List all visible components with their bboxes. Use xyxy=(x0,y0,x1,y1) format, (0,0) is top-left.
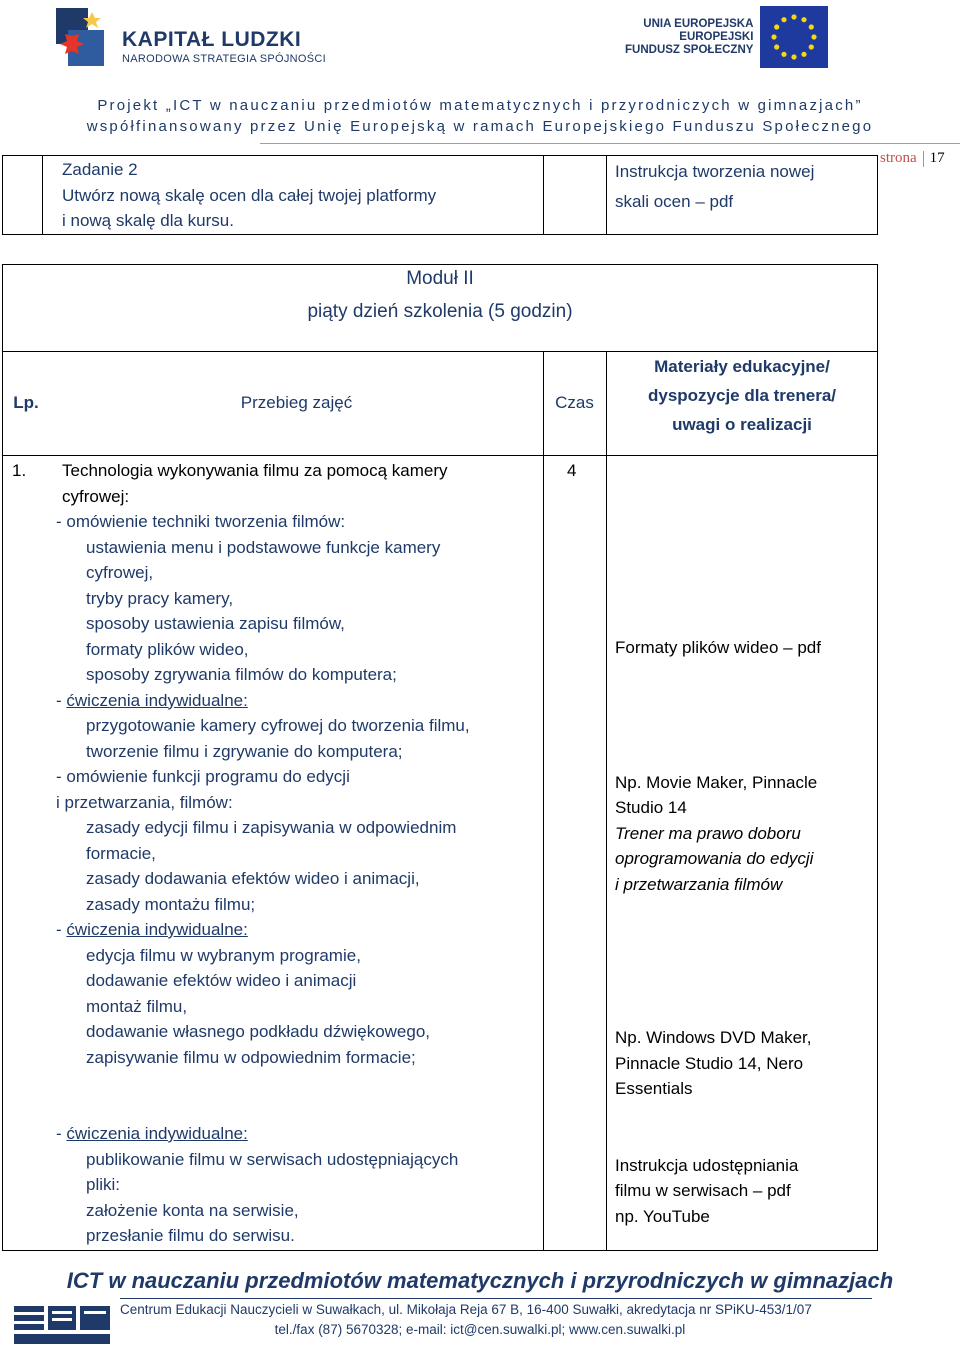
column-materialy-line: dyspozycje dla trenera/ xyxy=(647,386,837,405)
project-line-2: współfinansowany przez Unię Europejską w ramach Europejskiego Funduszu Społecznego xyxy=(86,118,874,135)
material-line: Essentials xyxy=(615,1079,693,1098)
material-line: filmu w serwisach – pdf xyxy=(615,1181,791,1200)
material-line: Pinnacle Studio 14, Nero xyxy=(615,1054,804,1073)
eu-star-icon xyxy=(774,44,779,49)
description-dash: - xyxy=(56,690,67,710)
eu-star-icon xyxy=(781,17,786,22)
eu-star-icon xyxy=(791,54,796,59)
description-line: zapisywanie filmu w odpowiednim formacie; xyxy=(86,1047,416,1067)
material-line: Np. Windows DVD Maker, xyxy=(615,1028,812,1047)
description-dash: - xyxy=(56,920,67,939)
description-line xyxy=(56,917,248,943)
col-divider-materialy xyxy=(606,351,607,1251)
eu-star-icon xyxy=(811,34,816,39)
page-number xyxy=(880,150,945,167)
module-subtitle: piąty dzień szkolenia (5 godzin) xyxy=(307,301,573,322)
footer-contact: tel./fax (87) 5670328; e-mail: ict@cen.suwalki.pl; www.cen.suwalki.pl xyxy=(274,1322,686,1337)
material-line: i przetwarzania filmów xyxy=(615,875,783,894)
eu-line-3: FUNDUSZ SPOŁECZNY xyxy=(625,44,754,56)
eu-star-icon xyxy=(809,44,814,49)
column-materialy xyxy=(606,351,878,439)
description-line: tworzenie filmu i zgrywanie do komputera; xyxy=(86,741,403,761)
description-line: formacie, xyxy=(86,843,156,863)
description-line: dodawanie efektów wideo i animacji xyxy=(86,971,357,990)
header-divider xyxy=(260,143,960,144)
description-line: - omówienie funkcji programu do edycji xyxy=(56,767,350,786)
description-line: zasady edycji filmu i zapisywania w odpowiednim xyxy=(86,818,457,837)
description-line: i przetwarzania, filmów: xyxy=(56,792,233,812)
description-line: założenie konta na serwisie, xyxy=(86,1200,299,1220)
description-dash: - xyxy=(56,1124,67,1143)
footer-divider xyxy=(120,1298,872,1299)
eu-star-icon xyxy=(781,52,786,57)
eu-line-1: UNIA EUROPEJSKA xyxy=(643,18,754,30)
column-materialy-line: Materiały edukacyjne/ xyxy=(654,357,830,376)
col-divider-czas xyxy=(543,351,544,1251)
description-line: przygotowanie kamery cyfrowej do tworzenia filmu, xyxy=(86,716,470,735)
description-line: ustawienia menu i podstawowe funkcje kamery xyxy=(86,537,441,557)
description-line: Technologia wykonywania filmu za pomocą kamery xyxy=(62,461,448,480)
description-line: przesłanie filmu do serwisu. xyxy=(86,1226,295,1245)
description-line: zasady montażu filmu; xyxy=(86,894,256,914)
task-table-divider-2 xyxy=(543,155,544,235)
task-table-divider-3 xyxy=(606,155,607,235)
description-line: - omówienie techniki tworzenia filmów: xyxy=(56,512,346,531)
kapital-ludzki-logo xyxy=(48,4,110,70)
page-number-value: 17 xyxy=(929,150,945,166)
description-underlined: ćwiczenia indywidualne: xyxy=(66,690,248,710)
eu-star-icon xyxy=(774,24,779,29)
material-line: np. YouTube xyxy=(615,1207,710,1226)
description-line: pliki: xyxy=(86,1175,121,1194)
description-line: sposoby zgrywania filmów do komputera; xyxy=(86,665,397,684)
material-line: Formaty plików wideo – pdf xyxy=(615,638,821,657)
description-line: formaty plików wideo, xyxy=(86,639,249,659)
page-label: strona xyxy=(880,150,917,166)
task-description xyxy=(62,157,436,234)
eu-star-icon xyxy=(809,24,814,29)
task-material-line: Instrukcja tworzenia nowej xyxy=(615,162,815,181)
eu-flag-icon xyxy=(760,6,828,68)
column-czas: Czas xyxy=(555,393,594,412)
page-separator xyxy=(923,151,924,167)
column-przebieg: Przebieg zajęć xyxy=(240,393,353,412)
description-line: tryby pracy kamery, xyxy=(86,588,234,608)
description-line: edycja filmu w wybranym programie, xyxy=(86,945,361,965)
task-table-divider-1 xyxy=(42,155,43,235)
description-line xyxy=(56,1121,248,1147)
description-underlined: ćwiczenia indywidualne: xyxy=(66,920,248,939)
project-line-1: Projekt „ICT w nauczaniu przedmiotów matematycznych i przyrodniczych w gimnazjach” xyxy=(97,97,863,114)
header-row-divider xyxy=(2,455,878,456)
row-hours: 4 xyxy=(567,461,577,480)
eu-star-icon xyxy=(791,14,796,19)
task-materials xyxy=(615,157,814,217)
description-line xyxy=(56,688,248,714)
column-materialy-line: uwagi o realizacji xyxy=(672,415,812,434)
eu-label xyxy=(625,18,753,57)
column-lp: Lp. xyxy=(13,393,39,412)
material-line: Studio 14 xyxy=(615,798,687,817)
module-title: Moduł II xyxy=(406,268,474,289)
task-line: Utwórz nową skalę ocen dla całej twojej platformy xyxy=(62,185,437,205)
row-number: 1. xyxy=(12,461,27,480)
footer-title: ICT w nauczaniu przedmiotów matematycznych i przyrodniczych w gimnazjach xyxy=(66,1268,894,1293)
description-line: cyfrowej: xyxy=(62,486,130,506)
eu-line-2: EUROPEJSKI xyxy=(679,31,754,43)
description-line: montaż filmu, xyxy=(86,996,188,1016)
material-line: Instrukcja udostępniania xyxy=(615,1156,799,1175)
logo-subtitle: NARODOWA STRATEGIA SPÓJNOŚCI xyxy=(122,53,326,65)
description-line: zasady dodawania efektów wideo i animacji, xyxy=(86,869,420,888)
description-line: cyfrowej, xyxy=(86,563,154,582)
description-line: publikowanie filmu w serwisach udostępniających xyxy=(86,1149,459,1169)
material-line: Trener ma prawo doboru xyxy=(615,824,801,843)
logo-title: KAPITAŁ LUDZKI xyxy=(122,28,302,51)
footer-address: Centrum Edukacji Nauczycieli w Suwałkach, ul. Mikołaja Reja 67 B, 16-400 Suwałki, akredytacja nr SPiKU-453/1/07 xyxy=(120,1302,812,1317)
material-line: oprogramowania do edycji xyxy=(615,849,814,868)
eu-star-icon xyxy=(771,34,776,39)
description-line: dodawanie własnego podkładu dźwiękowego, xyxy=(86,1022,431,1041)
description-underlined: ćwiczenia indywidualne: xyxy=(66,1124,248,1143)
task-material-line: skali ocen – pdf xyxy=(615,192,734,211)
material-line: Np. Movie Maker, Pinnacle xyxy=(615,773,818,792)
task-line: Zadanie 2 xyxy=(62,160,138,179)
eu-star-icon xyxy=(801,17,806,22)
task-line: i nową skalę dla kursu. xyxy=(62,211,234,230)
description-line: sposoby ustawienia zapisu filmów, xyxy=(86,614,345,633)
eu-star-icon xyxy=(801,52,806,57)
